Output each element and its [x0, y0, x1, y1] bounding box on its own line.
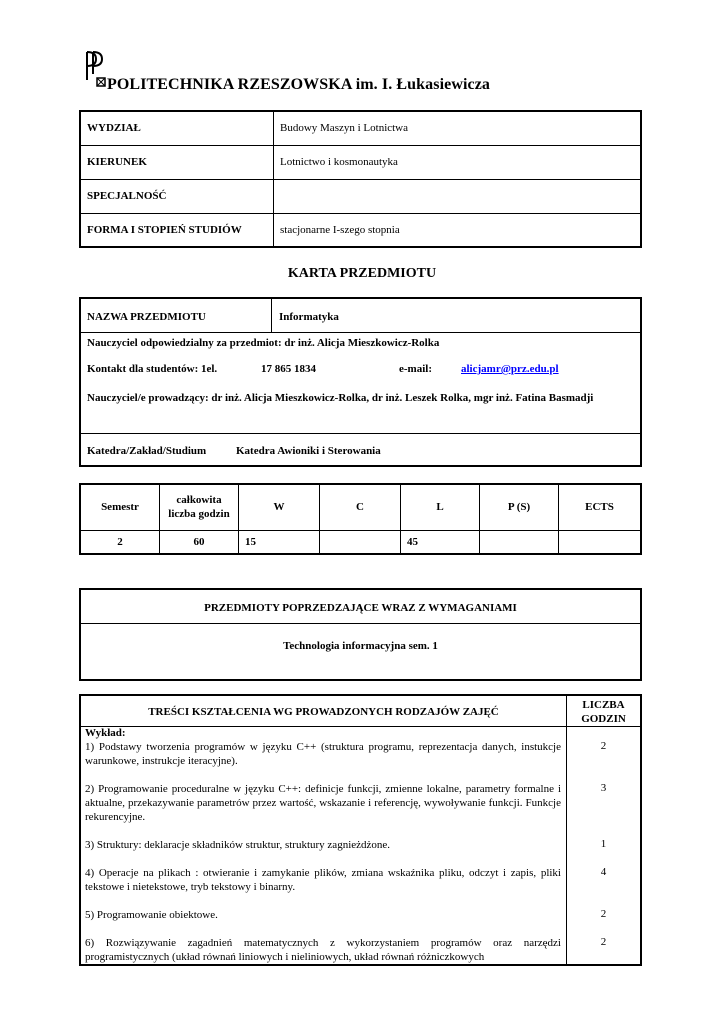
content-item-2-hours: 3	[600, 782, 607, 794]
study-form-row	[80, 213, 641, 247]
prerequisites-box	[79, 588, 642, 681]
major-row	[80, 145, 641, 179]
content-item-1: 1) Podstawy tworzenia programów w języku C++ (struktura programu, reprezentacja danych, instukcje warunkowe, instrukcje iteracyjne).	[85, 741, 561, 767]
content-item-3-hours: 1	[600, 838, 607, 850]
teachers: Nauczyciel/e prowadzący: dr inż. Alicja Mieszkowicz-Rolka, dr inż. Leszek Rolka, mgr inż. Fatina Basmadji	[87, 392, 594, 404]
specialization-label: SPECJALNOŚĆ	[80, 179, 274, 213]
lab-header: L	[401, 484, 480, 530]
hours-count-header: LICZBA GODZIN	[581, 699, 626, 725]
semester-value: 2	[80, 530, 160, 554]
project-value	[480, 530, 559, 554]
content-item-3: 3) Struktury: deklaracje składników struktur, struktury zagnieżdżone.	[85, 839, 391, 851]
content-item-2: 2) Programowanie proceduralne w języku C++: definicje funkcji, zmienne lokalne, parametry formalne i aktualne, przekazywanie parametrów przez wartość, wskazanie i referencję, wywoływanie funkcji. Funkcje rekurencyjne.	[85, 783, 561, 823]
email-label: e-mail:	[399, 363, 432, 375]
subject-name-value: Informatyka	[279, 311, 339, 323]
department-label: Katedra/Zakład/Studium	[87, 445, 207, 457]
subject-box	[79, 297, 642, 467]
faculty-label: WYDZIAŁ	[80, 111, 274, 145]
exercises-value	[320, 530, 401, 554]
hours-table	[79, 483, 642, 555]
content-item-1-hours: 2	[600, 740, 607, 752]
card-title: KARTA PRZEDMIOTU	[287, 266, 437, 281]
prerequisites-value: Technologia informacyjna sem. 1	[283, 640, 438, 652]
content-title: TREŚCI KSZTAŁCENIA WG PROWADZONYCH RODZAJÓW ZAJĘĆ	[148, 706, 499, 718]
ects-value	[559, 530, 642, 554]
specialization-value	[274, 179, 642, 213]
content-item-4-hours: 4	[600, 866, 607, 878]
contact-phone: 17 865 1834	[261, 363, 316, 375]
specialization-row	[80, 179, 641, 213]
study-form-value: stacjonarne I-szego stopnia	[274, 213, 642, 247]
university-logo	[84, 50, 106, 88]
total-hours-value: 60	[160, 530, 239, 554]
study-form-label: FORMA I STOPIEŃ STUDIÓW	[80, 213, 274, 247]
content-item-5: 5) Programowanie obiektowe.	[85, 909, 218, 921]
content-item-6-hours: 2	[600, 936, 607, 948]
lecture-value: 15	[239, 530, 320, 554]
lab-value: 45	[401, 530, 480, 554]
university-name: POLITECHNIKA RZESZOWSKA im. I. Łukasiewicza	[107, 76, 491, 93]
content-item-4: 4) Operacje na plikach : otwieranie i zamykanie plików, zmiana wskaźnika pliku, odczyt i zapis, pliki tekstowe i nietekstowe, tryb tekstowy i binarny.	[85, 867, 561, 893]
responsible-teacher: Nauczyciel odpowiedzialny za przedmiot: dr inż. Alicja Mieszkowicz-Rolka	[87, 337, 440, 349]
content-item-6: 6) Rozwiązywanie zagadnień matematycznych z wykorzystaniem programów oraz narzędzi programistycznych (układ równań liniowych i nieliniowych, układ równań różniczkowych	[85, 937, 561, 963]
semester-header: Semestr	[80, 484, 160, 530]
faculty-value: Budowy Maszyn i Lotnictwa	[274, 111, 642, 145]
total-hours-header: całkowita liczba godzin	[160, 484, 239, 530]
subject-name-label: NAZWA PRZEDMIOTU	[87, 311, 206, 323]
prerequisites-title: PRZEDMIOTY POPRZEDZAJĄCE WRAZ Z WYMAGANIAMI	[204, 602, 517, 614]
project-header: P (S)	[480, 484, 559, 530]
major-value: Lotnictwo i kosmonautyka	[274, 145, 642, 179]
lecture-section-label: Wykład:	[85, 727, 126, 739]
content-item-5-hours: 2	[600, 908, 607, 920]
exercises-header: C	[320, 484, 401, 530]
course-content-box	[79, 694, 642, 966]
department-value: Katedra Awioniki i Sterowania	[236, 445, 381, 457]
hours-value-row	[80, 530, 641, 554]
ects-header: ECTS	[559, 484, 642, 530]
lecture-header: W	[239, 484, 320, 530]
email-link[interactable]: alicjamr@prz.edu.pl	[461, 363, 559, 375]
major-label: KIERUNEK	[80, 145, 274, 179]
contact-label: Kontakt dla studentów: 1el.	[87, 363, 218, 375]
faculty-info-table	[79, 110, 642, 248]
faculty-row	[80, 111, 641, 145]
hours-header-row	[80, 484, 641, 530]
